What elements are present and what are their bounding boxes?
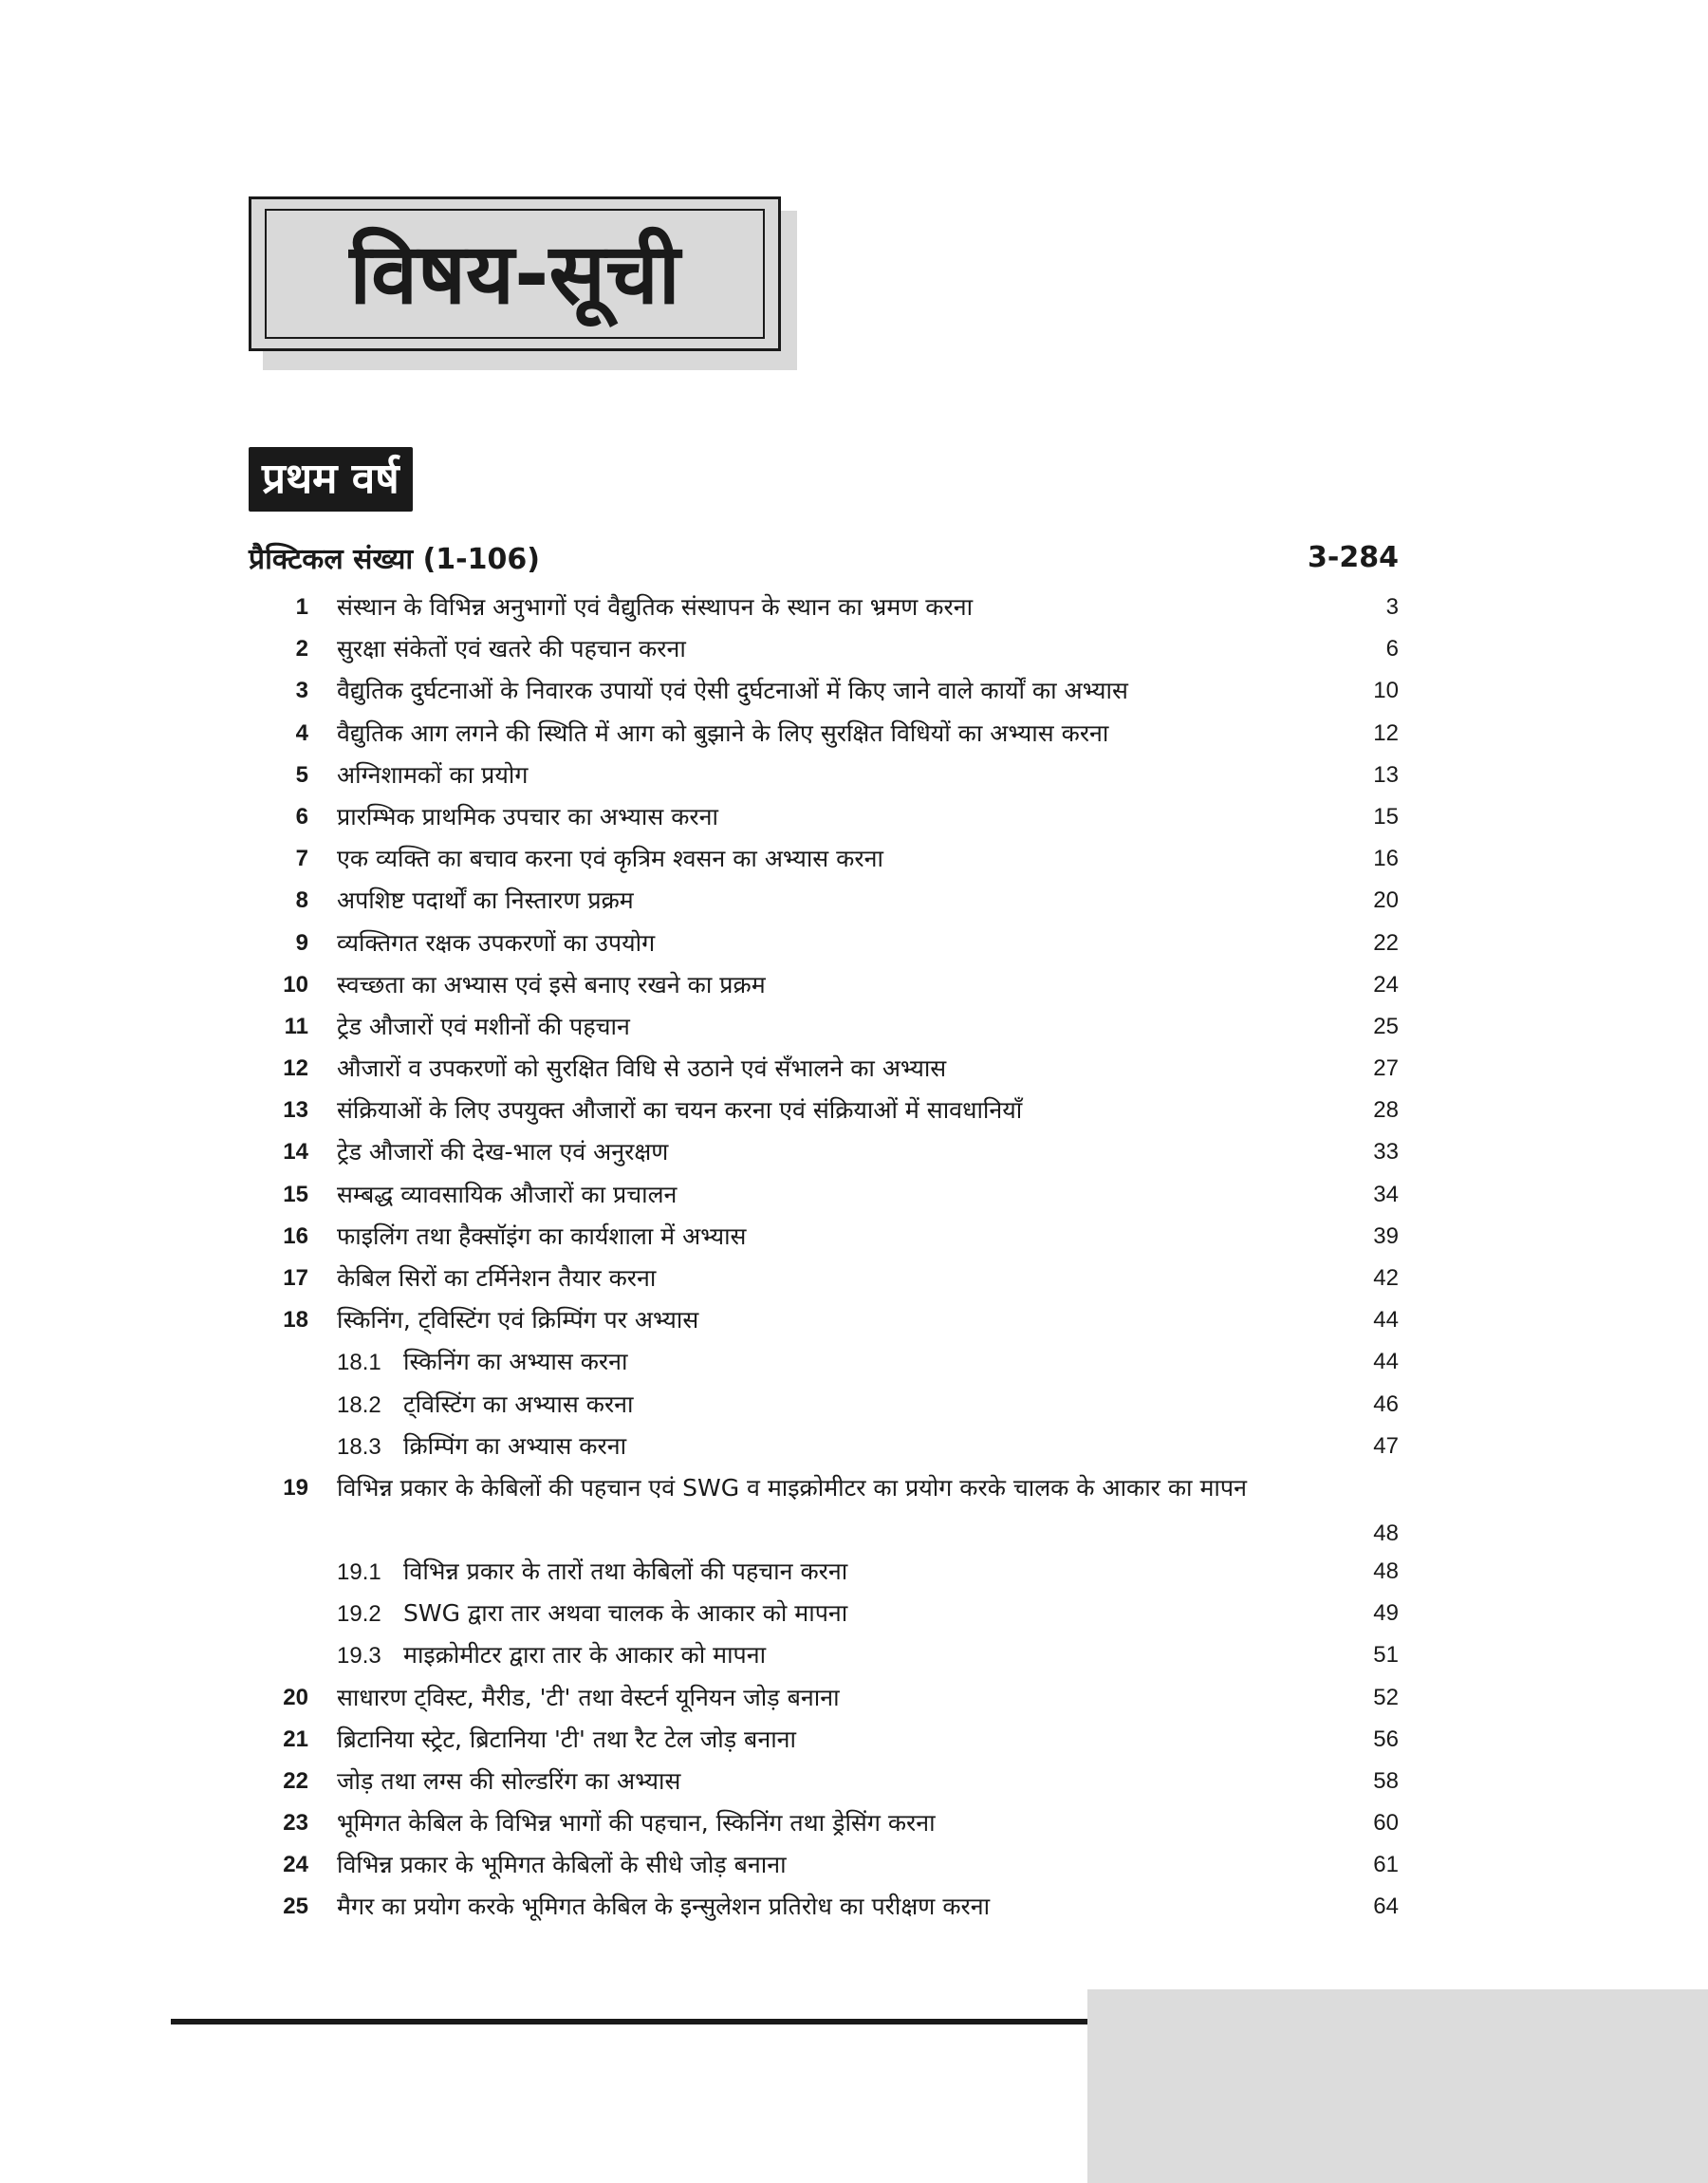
- toc-entry[interactable]: [249, 589, 1399, 631]
- subentry-title: क्रिम्पिंग का अभ्यास करना: [403, 1431, 627, 1460]
- entry-page-number: 51: [1373, 1642, 1399, 1669]
- entry-number: 13: [283, 1097, 308, 1124]
- toc-entry[interactable]: [249, 757, 1399, 799]
- title-box: [249, 196, 781, 351]
- year-badge: प्रथम वर्ष: [249, 447, 413, 512]
- subentry-number: 18.1: [337, 1350, 381, 1376]
- entry-number: 10: [283, 971, 308, 998]
- entry-title: साधारण ट्विस्ट, मैरीड, 'टी' तथा वेस्टर्न यूनियन जोड़ बनाना: [337, 1683, 840, 1711]
- entry-number: 24: [283, 1852, 308, 1878]
- entry-page-number: 64: [1373, 1894, 1399, 1920]
- entry-page-number: 61: [1373, 1852, 1399, 1878]
- entry-page-number: 60: [1373, 1810, 1399, 1837]
- entry-number: 25: [283, 1894, 308, 1920]
- entry-page-number: 47: [1373, 1432, 1399, 1459]
- subentry-number: 18.2: [337, 1391, 381, 1418]
- subentry-number: 19.2: [337, 1601, 381, 1628]
- entry-number: 12: [283, 1055, 308, 1082]
- toc-entry[interactable]: [249, 883, 1399, 924]
- entry-page-number: 15: [1373, 803, 1399, 830]
- entry-page-number: 49: [1373, 1600, 1399, 1627]
- toc-entry[interactable]: [249, 841, 1399, 883]
- entry-page-number: 58: [1373, 1767, 1399, 1794]
- toc-subentry[interactable]: [249, 1344, 1399, 1386]
- entry-page-number: 16: [1373, 846, 1399, 872]
- entry-title: फाइलिंग तथा हैक्सॉइंग का कार्यशाला में अभ्यास: [337, 1222, 747, 1250]
- toc-entry[interactable]: [249, 1889, 1399, 1931]
- subentry-title: SWG द्वारा तार अथवा चालक के आकार को मापना: [403, 1599, 848, 1628]
- corner-block: [1087, 1989, 1708, 2183]
- entry-page-number: 42: [1373, 1265, 1399, 1291]
- entry-title: भूमिगत केबिल के विभिन्न भागों की पहचान, स्किनिंग तथा ड्रेसिंग करना: [337, 1809, 936, 1838]
- entry-title: ट्रेड औजारों एवं मशीनों की पहचान: [337, 1012, 630, 1040]
- toc-entry[interactable]: [249, 1763, 1399, 1805]
- entry-title: अग्निशामकों का प्रयोग: [337, 760, 529, 789]
- entry-number: 19: [283, 1474, 308, 1501]
- toc-subentry[interactable]: [249, 1637, 1399, 1679]
- toc-entry[interactable]: [249, 925, 1399, 967]
- toc-subentry[interactable]: [249, 1554, 1399, 1595]
- entry-page-number: 24: [1373, 971, 1399, 998]
- entry-page-number: 13: [1373, 761, 1399, 788]
- entry-page-number: 44: [1373, 1307, 1399, 1334]
- entry-title: प्रारम्भिक प्राथमिक उपचार का अभ्यास करना: [337, 802, 719, 830]
- section-title: प्रैक्टिकल संख्या (1-106): [249, 542, 540, 576]
- entry-title: संक्रियाओं के लिए उपयुक्त औजारों का चयन करना एवं संक्रियाओं में सावधानियाँ: [337, 1096, 1023, 1125]
- entry-page-number: 25: [1373, 1013, 1399, 1039]
- subentry-title: स्किनिंग का अभ्यास करना: [403, 1348, 628, 1376]
- subentry-title-group: [308, 1637, 1342, 1674]
- entry-title: विभिन्न प्रकार के भूमिगत केबिलों के सीधे जोड़ बनाना: [337, 1851, 787, 1879]
- subentry-number: 18.3: [337, 1433, 381, 1460]
- entry-page-number: 22: [1373, 929, 1399, 956]
- entry-title: वैद्युतिक आग लगने की स्थिति में आग को बुझाने के लिए सुरक्षित विधियों का अभ्यास करना: [337, 718, 1109, 747]
- entry-title: जोड़ तथा लग्स की सोल्डरिंग का अभ्यास: [337, 1766, 681, 1795]
- entry-number: 6: [295, 803, 308, 830]
- subentry-title-group: [308, 1595, 1342, 1633]
- entry-title: ट्रेड औजारों की देख-भाल एवं अनुरक्षण: [337, 1138, 669, 1166]
- toc-entry[interactable]: [249, 1219, 1399, 1260]
- entry-number: 1: [295, 594, 308, 620]
- entry-title: ब्रिटानिया स्ट्रेट, ब्रिटानिया 'टी' तथा रैट टेल जोड़ बनाना: [337, 1725, 797, 1753]
- entry-page-number: 20: [1373, 887, 1399, 914]
- entry-page-number: 10: [1373, 678, 1399, 704]
- toc-entry[interactable]: [249, 1847, 1399, 1889]
- toc-entry[interactable]: [249, 1680, 1399, 1722]
- entry-number: 2: [295, 636, 308, 662]
- subentry-title: माइक्रोमीटर द्वारा तार के आकार को मापना: [403, 1641, 767, 1670]
- entry-number: 4: [295, 719, 308, 746]
- entry-page-number: 56: [1373, 1726, 1399, 1752]
- entry-page-number: 48: [1373, 1520, 1399, 1546]
- toc-subentry[interactable]: [249, 1428, 1399, 1470]
- entry-number: 22: [283, 1767, 308, 1794]
- subentry-title-group: [308, 1428, 1342, 1465]
- entry-page-number: 39: [1373, 1222, 1399, 1249]
- section-page-range: 3-284: [1308, 540, 1399, 574]
- entry-number: 17: [283, 1265, 308, 1291]
- entry-title: स्वच्छता का अभ्यास एवं इसे बनाए रखने का प्रक्रम: [337, 970, 766, 998]
- entry-title: मैगर का प्रयोग करके भूमिगत केबिल के इन्सुलेशन प्रतिरोध का परीक्षण करना: [337, 1893, 991, 1921]
- entry-title: स्किनिंग, ट्विस्टिंग एवं क्रिम्पिंग पर अभ्यास: [337, 1306, 699, 1334]
- entry-title: सुरक्षा संकेतों एवं खतरे की पहचान करना: [337, 635, 686, 663]
- toc-entry[interactable]: [249, 1722, 1399, 1763]
- subentry-title: ट्विस्टिंग का अभ्यास करना: [403, 1390, 634, 1418]
- toc-entry[interactable]: [249, 716, 1399, 757]
- toc-subentry[interactable]: [249, 1595, 1399, 1637]
- entry-title: विभिन्न प्रकार के केबिलों की पहचान एवं SWG व माइक्रोमीटर का प्रयोग करके चालक के आकार का मापन: [337, 1473, 1247, 1502]
- page-title: विषय-सूची: [265, 209, 765, 339]
- entry-number: 16: [283, 1222, 308, 1249]
- entry-page-number: 27: [1373, 1055, 1399, 1082]
- entry-number: 15: [283, 1181, 308, 1207]
- toc-entry[interactable]: [249, 1260, 1399, 1302]
- entry-page-number: 44: [1373, 1349, 1399, 1375]
- entry-page-number: 3: [1385, 594, 1399, 620]
- entry-title: अपशिष्ट पदार्थों का निस्तारण प्रक्रम: [337, 886, 634, 915]
- table-of-contents: [249, 589, 1399, 1931]
- toc-entry[interactable]: [249, 799, 1399, 841]
- entry-title: संस्थान के विभिन्न अनुभागों एवं वैद्युतिक संस्थापन के स्थान का भ्रमण करना: [337, 593, 974, 621]
- toc-entry[interactable]: [249, 631, 1399, 673]
- entry-number: 20: [283, 1684, 308, 1710]
- entry-number: 8: [295, 887, 308, 914]
- toc-entry[interactable]: [249, 1051, 1399, 1092]
- entry-title: औजारों व उपकरणों को सुरक्षित विधि से उठाने एवं सँभालने का अभ्यास: [337, 1054, 947, 1083]
- entry-number: 18: [283, 1307, 308, 1334]
- toc-entry[interactable]: [249, 967, 1399, 1009]
- toc-entry[interactable]: [249, 673, 1399, 715]
- entry-page-number: 28: [1373, 1097, 1399, 1124]
- entry-number: 5: [295, 761, 308, 788]
- section-header: [249, 536, 1399, 578]
- entry-title: सम्बद्ध व्यावसायिक औजारों का प्रचालन: [337, 1180, 678, 1208]
- toc-entry[interactable]: [249, 1177, 1399, 1219]
- subentry-title: विभिन्न प्रकार के तारों तथा केबिलों की पहचान करना: [403, 1557, 848, 1585]
- entry-page-number: 48: [1373, 1558, 1399, 1584]
- entry-page-number: 33: [1373, 1139, 1399, 1166]
- toc-entry[interactable]: [249, 1470, 1399, 1554]
- entry-number: 11: [284, 1013, 308, 1039]
- toc-entry[interactable]: [249, 1302, 1399, 1344]
- subentry-title-group: [308, 1554, 1342, 1591]
- toc-subentry[interactable]: [249, 1387, 1399, 1428]
- entry-page-number: 34: [1373, 1181, 1399, 1207]
- entry-title: एक व्यक्ति का बचाव करना एवं कृत्रिम श्वसन का अभ्यास करना: [337, 845, 883, 873]
- entry-number: 3: [295, 678, 308, 704]
- entry-title: वैद्युतिक दुर्घटनाओं के निवारक उपायों एवं ऐसी दुर्घटनाओं में किए जाने वाले कार्यों का अभ्यास: [337, 677, 1128, 705]
- toc-entry[interactable]: [249, 1134, 1399, 1176]
- entry-page-number: 52: [1373, 1684, 1399, 1710]
- entry-page-number: 6: [1385, 636, 1399, 662]
- entry-number: 21: [283, 1726, 308, 1752]
- subentry-number: 19.1: [337, 1558, 381, 1585]
- toc-entry[interactable]: [249, 1092, 1399, 1134]
- entry-number: 7: [295, 846, 308, 872]
- subentry-title-group: [308, 1344, 1342, 1381]
- entry-title: केबिल सिरों का टर्मिनेशन तैयार करना: [337, 1264, 657, 1292]
- entry-number: 14: [283, 1139, 308, 1166]
- subentry-number: 19.3: [337, 1643, 381, 1670]
- toc-entry[interactable]: [249, 1805, 1399, 1847]
- subentry-title-group: [308, 1387, 1342, 1424]
- entry-number: 23: [283, 1810, 308, 1837]
- entry-page-number: 12: [1373, 719, 1399, 746]
- entry-number: 9: [295, 929, 308, 956]
- footer-rule: [171, 2019, 1110, 2024]
- toc-entry[interactable]: [249, 1009, 1399, 1051]
- entry-page-number: 46: [1373, 1390, 1399, 1417]
- entry-title: व्यक्तिगत रक्षक उपकरणों का उपयोग: [337, 928, 656, 957]
